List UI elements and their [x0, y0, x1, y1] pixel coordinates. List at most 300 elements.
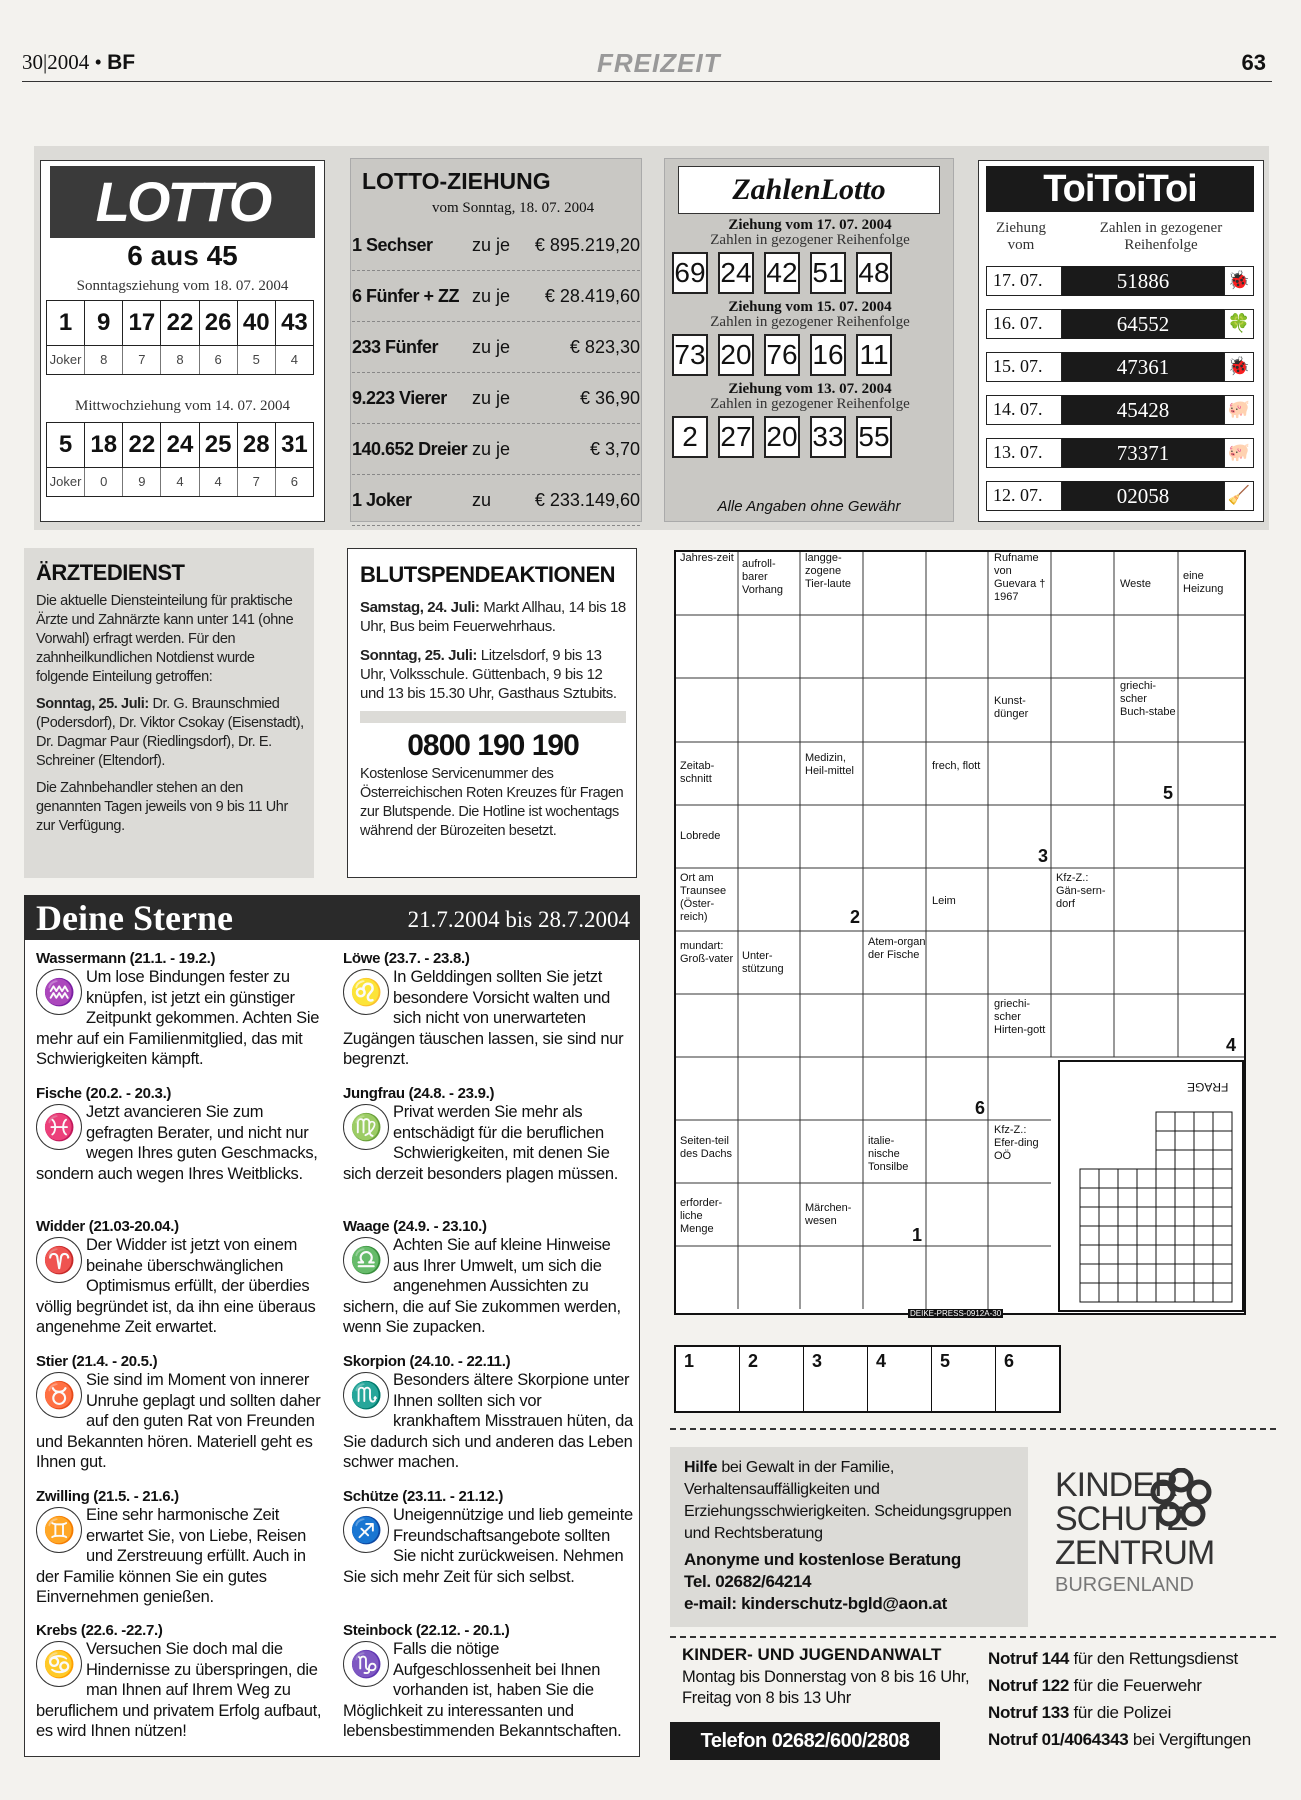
- ziehung-cell: zu je: [472, 234, 511, 255]
- anwalt-phone[interactable]: Telefon 02682/600/2808: [670, 1722, 940, 1760]
- crossword-clue: Kfz-Z.: Efer-ding OÖ: [994, 1124, 1039, 1162]
- solution-box[interactable]: 3: [804, 1347, 868, 1411]
- lotto-number: 9: [85, 301, 123, 345]
- toi-number: 02058: [1062, 481, 1224, 511]
- solution-cell: [1137, 1264, 1156, 1283]
- zodiac-sign: [343, 1353, 633, 1473]
- solution-cell: [1175, 1169, 1194, 1188]
- zodiac-icon: ♌: [343, 969, 389, 1015]
- notruf-number[interactable]: Notruf 122: [988, 1676, 1070, 1695]
- solution-cell: [1099, 1207, 1118, 1226]
- lotto-number: 43: [281, 309, 308, 336]
- joker-label: Joker: [47, 468, 85, 496]
- zodiac-sign: [36, 1488, 326, 1608]
- solution-cell: [1156, 1169, 1175, 1188]
- zodiac-sign: [343, 1218, 633, 1338]
- toi-row: [986, 352, 1254, 382]
- solution-cell: [1118, 1207, 1137, 1226]
- solution-cell: [1080, 1264, 1099, 1283]
- solution-box[interactable]: 5: [932, 1347, 996, 1411]
- solution-cell: [1194, 1226, 1213, 1245]
- zl-number: 20: [764, 416, 800, 458]
- lotto-number: 40: [238, 301, 276, 345]
- zodiac-title: Skorpion (24.10. - 22.11.): [343, 1353, 511, 1370]
- ziehung-cell: zu je: [472, 438, 511, 459]
- aerzte-p2: Sonntag, 25. Juli: Dr. G. Braunschmied (Podersdorf), Dr. Viktor Csokay (Eisenstadt), Dr. Dagmar Paur (Riedlingsdorf), Dr. E. Schreiner (Eltendorf).: [36, 696, 304, 769]
- lotto-number: 18: [85, 423, 123, 467]
- zodiac-body: Uneigennützige und lieb gemeinte Freundschaftsangebote sollten Sie nicht zurückweisen. Nehmen Sie sich mehr Zeit für sich selbst.: [343, 1506, 633, 1586]
- anwalt-text: Montag bis Donnerstag von 8 bis 16 Uhr, Freitag von 8 bis 13 Uhr: [682, 1668, 970, 1707]
- ziehung-date: vom Sonntag, 18. 07. 2004: [432, 200, 595, 216]
- zodiac-sign: [343, 950, 633, 1070]
- crossword-clue: griechi-scher Hirten-gott: [994, 998, 1046, 1036]
- ziehung-cell: zu: [472, 489, 492, 510]
- solution-cell: [1213, 1112, 1232, 1131]
- lotto-number: 5: [47, 423, 85, 467]
- blut-title: BLUTSPENDEAKTIONEN: [360, 562, 616, 587]
- crossword-number: 4: [1226, 1035, 1237, 1055]
- kinderschutz-logo: [1055, 1468, 1275, 1597]
- solution-cell: [1213, 1131, 1232, 1150]
- blut-divider: [360, 711, 626, 723]
- ks-l1: KINDER: [1055, 1466, 1178, 1504]
- zl-number: 2: [672, 416, 708, 458]
- aerzte-content: [36, 560, 306, 836]
- crossword-clue: Lobrede: [680, 830, 721, 842]
- zodiac-body: Achten Sie auf kleine Hinweise aus Ihrer Umwelt, um sich die angenehmen Aussichten zu sichern, die auf Sie zukommen werden, wenn Sie zupacken.: [343, 1236, 621, 1336]
- crossword-solution-grid: [1058, 1060, 1244, 1312]
- lotto-number: 1: [47, 301, 85, 345]
- zodiac-icon: ♋: [36, 1641, 82, 1687]
- zl-number: 11: [856, 334, 892, 376]
- zodiac-icon: ♓: [36, 1104, 82, 1150]
- joker-digit: 7: [238, 468, 276, 496]
- solution-cell: [1080, 1245, 1099, 1264]
- solution-cell: [1175, 1245, 1194, 1264]
- zodiac-text: [36, 1370, 326, 1473]
- zodiac-body: Besonders ältere Skorpione unter Ihnen sollten sich vor krankhaftem Misstrauen hüten, da Sie dadurch sich und anderen das Leben schwer machen.: [343, 1371, 633, 1471]
- lotto-subtitle: 6 aus 45: [127, 240, 238, 271]
- crossword-clue: Jahres-zeit: [680, 552, 734, 564]
- zodiac-body: Falls die nötige Aufgeschlossenheit bei Ihnen vorhanden ist, haben Sie die Möglichkeit zu interessanten und lebensbestimmenden Bekanntschaften.: [343, 1640, 622, 1740]
- solution-cell: [1156, 1207, 1175, 1226]
- solution-cell: [1080, 1169, 1099, 1188]
- sterne-title: Deine Sterne: [36, 898, 233, 938]
- ziehung-row: [352, 220, 640, 271]
- notruf-desc: für die Polizei: [1069, 1703, 1172, 1722]
- notruf-number[interactable]: Notruf 144: [988, 1649, 1070, 1668]
- zodiac-body: Um lose Bindungen fester zu knüpfen, ist jetzt ein günstiger Zeitpunkt gekommen. Achten Sie mehr auf ein Familienmitglied, das mit Schwierigkeiten kämpft.: [36, 968, 320, 1068]
- joker-digit: 4: [290, 352, 299, 367]
- ziehung-cell: 140.652 Dreier: [352, 438, 468, 459]
- zodiac-body: Jetzt avancieren Sie zum gefragten Berater, und nicht nur wegen Ihres guten Geschmacks, sondern auch wegen Ihres Weitblicks.: [36, 1103, 318, 1183]
- zodiac-icon: ♒: [36, 969, 82, 1015]
- notruf-item: [988, 1672, 1273, 1699]
- solution-cell: [1175, 1283, 1194, 1302]
- solution-cell: [1080, 1188, 1099, 1207]
- zl-number: 69: [672, 252, 708, 294]
- toi-number: 45428: [1062, 395, 1224, 425]
- zahlenlotto-draws: [672, 218, 948, 464]
- ks-l3: ZENTRUM: [1055, 1534, 1215, 1572]
- notruf-item: [988, 1645, 1273, 1672]
- ziehung-cell: € 36,90: [579, 387, 640, 408]
- solution-cell: [1099, 1188, 1118, 1207]
- solution-cell: [1118, 1245, 1137, 1264]
- zahlenlotto-note: Alle Angaben ohne Gewähr: [717, 498, 901, 515]
- zl-number: 73: [672, 334, 708, 376]
- solution-cell: [1137, 1207, 1156, 1226]
- solution-cell: [1194, 1207, 1213, 1226]
- joker-digit: 8: [85, 346, 123, 374]
- zodiac-body: Der Widder ist jetzt von einem beinahe überschwänglichen Optimismus erfüllt, der überdies völlig begründet ist, da ihn eine überaus angenehme Zeit erwartet.: [36, 1236, 316, 1336]
- solution-cell: [1213, 1264, 1232, 1283]
- ziehung-cell: 1 Sechser: [352, 234, 433, 255]
- solution-label: FRAGE: [1186, 1080, 1228, 1094]
- joker-digit: 6: [290, 474, 299, 489]
- zl-number: 24: [718, 252, 754, 294]
- zl-title: Ziehung vom 13. 07. 2004: [728, 381, 892, 397]
- zodiac-title: Schütze (23.11. - 21.12.): [343, 1488, 504, 1505]
- crossword-clue: griechi-scher Buch-stabe: [1120, 680, 1176, 718]
- zodiac-title: Waage (24.9. - 23.10.): [343, 1218, 487, 1235]
- solution-cell: [1175, 1112, 1194, 1131]
- sunday-label: Sonntagsziehung vom 18. 07. 2004: [76, 278, 289, 294]
- joker-digit: 5: [238, 346, 276, 374]
- toi-symbol-icon: 🐞: [1224, 352, 1254, 382]
- issue-label: 30|2004 • BF: [22, 50, 136, 74]
- blut-p2: Sonntag, 25. Juli: Litzelsdorf, 9 bis 13 Uhr, Volksschule. Güttenbach, 9 bis 12 und 13 bis 15.30 Uhr, Gasthaus Sztubits.: [360, 647, 617, 702]
- dash-2: [670, 1636, 1276, 1638]
- zodiac-text: [343, 1102, 633, 1184]
- zodiac-sign: [343, 1488, 633, 1587]
- zodiac-icon: ♑: [343, 1641, 389, 1687]
- zodiac-icon: ♉: [36, 1372, 82, 1418]
- aerzte-p1: Die aktuelle Diensteinteilung für praktische Ärzte und Zahnärzte kann unter 141 (ohne Vorwahl) erfragt werden. Für den zahnheilkundlichen Notdienst wurde folgende Einteilung getroffen:: [36, 593, 294, 685]
- ziehung-title: LOTTO-ZIEHUNG: [362, 168, 551, 194]
- sunday-joker: [46, 346, 314, 375]
- solution-cell: [1213, 1226, 1232, 1245]
- zl-number: 20: [718, 334, 754, 376]
- solution-cell: [1118, 1169, 1137, 1188]
- toi-number: 73371: [1062, 438, 1224, 468]
- zl-sub: Zahlen in gezogener Reihenfolge: [710, 314, 910, 330]
- solution-box[interactable]: 6: [1004, 1351, 1015, 1371]
- solution-cell: [1099, 1264, 1118, 1283]
- toi-number: 51886: [1062, 266, 1224, 296]
- crossword-clue: Rufname von Guevara † 1967: [994, 552, 1046, 603]
- zodiac-sign: [36, 1085, 326, 1184]
- toi-symbol-icon: 🐖: [1224, 395, 1254, 425]
- zl-number: 27: [718, 416, 754, 458]
- solution-cell: [1099, 1245, 1118, 1264]
- crossword-clue: Kfz-Z.: Gän-sern-dorf: [1056, 872, 1106, 910]
- toi-date: 16. 07.: [986, 309, 1062, 339]
- ziehung-cell: 233 Fünfer: [352, 336, 439, 357]
- ziehung-cell: zu je: [472, 387, 511, 408]
- zodiac-text: [36, 967, 326, 1070]
- solution-box[interactable]: 4: [868, 1347, 932, 1411]
- lotto-number: 24: [161, 423, 199, 467]
- flower-icon: [1149, 1468, 1213, 1532]
- help-email[interactable]: e-mail: kinderschutz-bgld@aon.at: [684, 1594, 947, 1613]
- toi-rows: [986, 266, 1254, 524]
- solution-cell: [1175, 1207, 1194, 1226]
- toi-date: 13. 07.: [986, 438, 1062, 468]
- zodiac-sign: [343, 1085, 633, 1184]
- crossword-clue: aufroll-barer Vorhang: [742, 558, 783, 596]
- ziehung-cell: zu je: [472, 285, 511, 306]
- help-text: Hilfe bei Gewalt in der Familie, Verhaltensauffälligkeiten und Erziehungsschwierigkeiten. Scheidungsgruppen und Rechtsberatung: [684, 1459, 1012, 1542]
- joker-label: Joker: [47, 346, 85, 374]
- solution-boxes[interactable]: [674, 1345, 1061, 1413]
- anwalt-box: [682, 1645, 982, 1709]
- toi-row: [986, 266, 1254, 296]
- solution-cell: [1194, 1169, 1213, 1188]
- page-header: [22, 40, 1272, 82]
- ziehung-cell: 1 Joker: [352, 489, 412, 510]
- crossword-number: 3: [1038, 846, 1049, 866]
- joker-digit: 4: [161, 468, 199, 496]
- crossword-clue: Weste: [1120, 578, 1151, 590]
- zodiac-title: Widder (21.03-20.04.): [36, 1218, 179, 1235]
- solution-cell: [1099, 1283, 1118, 1302]
- solution-cell: [1213, 1207, 1232, 1226]
- zl-sub: Zahlen in gezogener Reihenfolge: [710, 396, 910, 412]
- zodiac-text: [343, 1235, 633, 1338]
- zl-draw: [672, 300, 948, 376]
- solution-cell: [1213, 1283, 1232, 1302]
- toi-row: [986, 395, 1254, 425]
- crossword-clue: Kunst-dünger: [994, 695, 1029, 720]
- zodiac-title: Jungfrau (24.8. - 23.9.): [343, 1085, 495, 1102]
- sterne-range: 21.7.2004 bis 28.7.2004: [407, 907, 630, 932]
- ziehung-row: [352, 373, 640, 424]
- crossword-number: 1: [912, 1225, 923, 1245]
- toi-row: [986, 309, 1254, 339]
- crossword-clue: erforder-liche Menge: [680, 1197, 723, 1235]
- joker-digit: 6: [200, 346, 238, 374]
- toi-logo: ToiToiToi: [986, 166, 1254, 212]
- ziehung-cell: € 3,70: [589, 438, 640, 459]
- toi-date: 12. 07.: [986, 481, 1062, 511]
- zl-title: Ziehung vom 15. 07. 2004: [728, 299, 892, 315]
- solution-cell: [1194, 1112, 1213, 1131]
- joker-digit: 7: [123, 346, 161, 374]
- zl-number: 55: [856, 416, 892, 458]
- solution-cell: [1118, 1188, 1137, 1207]
- sterne-header: [24, 895, 640, 940]
- solution-cell: [1194, 1283, 1213, 1302]
- notruf-item: [988, 1699, 1273, 1726]
- solution-cell: [1156, 1245, 1175, 1264]
- zl-number: 33: [810, 416, 846, 458]
- notruf-desc: bei Vergiftungen: [1128, 1730, 1251, 1749]
- toi-symbol-icon: 🍀: [1224, 309, 1254, 339]
- solution-cell: [1213, 1169, 1232, 1188]
- ks-l2: SCHUTZ: [1055, 1500, 1187, 1538]
- zodiac-body: Versuchen Sie doch mal die Hindernisse zu überspringen, die man Ihnen auf Ihrem Weg zu beruflichem und privatem Erfolg aufbaut, es wird Ihnen nützen!: [36, 1640, 322, 1740]
- ziehung-cell: € 28.419,60: [544, 285, 640, 306]
- ziehung-cell: € 895.219,20: [534, 234, 640, 255]
- zl-draw: [672, 218, 948, 294]
- zodiac-icon: ♍: [343, 1104, 389, 1150]
- crossword-number: 2: [850, 907, 861, 927]
- solution-cell: [1156, 1150, 1175, 1169]
- zodiac-text: [343, 1370, 633, 1473]
- zl-draw: [672, 382, 948, 458]
- notruf-number[interactable]: Notruf 01/4064343: [988, 1730, 1129, 1749]
- solution-box[interactable]: 1: [676, 1347, 740, 1411]
- wed-numbers: [46, 422, 314, 468]
- solution-cell: [1137, 1169, 1156, 1188]
- crossword-clue: Märchen-wesen: [805, 1202, 852, 1227]
- crossword-clue: Leim: [932, 895, 956, 907]
- crossword-credit: DEIKE-PRESS-0912A-30: [910, 1309, 1002, 1318]
- crossword-clue: Ort am Traunsee (Öster-reich): [680, 872, 727, 923]
- toi-number: 47361: [1062, 352, 1224, 382]
- solution-cell: [1194, 1150, 1213, 1169]
- solution-cell: [1175, 1188, 1194, 1207]
- joker-digit: 9: [123, 468, 161, 496]
- zl-numbers: [672, 416, 948, 458]
- ziehung-cell: € 823,30: [569, 336, 640, 357]
- wed-label: Mittwochziehung vom 14. 07. 2004: [75, 398, 290, 414]
- solution-cell: [1137, 1188, 1156, 1207]
- toi-symbol-icon: 🧹: [1224, 481, 1254, 511]
- zodiac-text: [36, 1235, 326, 1338]
- solution-cell: [1175, 1131, 1194, 1150]
- zodiac-icon: ♈: [36, 1237, 82, 1283]
- solution-cell: [1156, 1112, 1175, 1131]
- toi-date: 17. 07.: [986, 266, 1062, 296]
- zodiac-title: Zwilling (21.5. - 21.6.): [36, 1488, 179, 1505]
- zl-number: 51: [810, 252, 846, 294]
- zodiac-sign: [343, 1622, 633, 1742]
- lotto-number: 17: [123, 301, 161, 345]
- lotto-number: 22: [123, 423, 161, 467]
- zl-number: 42: [764, 252, 800, 294]
- solution-cell: [1194, 1131, 1213, 1150]
- toi-row: [986, 481, 1254, 511]
- crossword-clue: eine Heizung: [1183, 570, 1224, 595]
- joker-digit: 4: [200, 468, 238, 496]
- ziehung-cell: 6 Fünfer + ZZ: [352, 285, 460, 306]
- solution-cell: [1080, 1226, 1099, 1245]
- solution-cell: [1194, 1264, 1213, 1283]
- ziehung-row: [352, 271, 640, 322]
- solution-cell: [1137, 1226, 1156, 1245]
- solution-cell: [1137, 1283, 1156, 1302]
- wed-joker: [46, 468, 314, 497]
- zodiac-title: Wassermann (21.1. - 19.2.): [36, 950, 216, 967]
- zl-numbers: [672, 252, 948, 294]
- ziehung-cell: zu je: [472, 336, 511, 357]
- crossword-clue: Unter-stützung: [742, 950, 784, 975]
- zodiac-title: Stier (21.4. - 20.5.): [36, 1353, 158, 1370]
- crossword-number: 5: [1163, 783, 1174, 803]
- solution-cell: [1175, 1264, 1194, 1283]
- zodiac-body: Sie sind im Moment von innerer Unruhe geplagt und sollten daher auf den guten Rat von Freunden und Bekannten hören. Materiell geht es Ihnen gut.: [36, 1371, 321, 1471]
- solution-cell: [1156, 1226, 1175, 1245]
- ziehung-row: [352, 424, 640, 475]
- zodiac-icon: ♏: [343, 1372, 389, 1418]
- solution-cell: [1175, 1150, 1194, 1169]
- zodiac-sign: [36, 1622, 326, 1742]
- blut-p3: Kostenlose Servicenummer des Österreichischen Roten Kreuzes für Fragen zur Blutspende. Die Hotline ist wochentags während der Bürozeiten besetzt.: [360, 766, 624, 839]
- toi-number: 64552: [1062, 309, 1224, 339]
- aerzte-title: ÄRZTEDIENST: [36, 560, 185, 585]
- toi-symbol-icon: 🐞: [1224, 266, 1254, 296]
- zodiac-sign: [36, 1218, 326, 1338]
- zodiac-icon: ♊: [36, 1507, 82, 1553]
- zl-sub: Zahlen in gezogener Reihenfolge: [710, 232, 910, 248]
- toi-symbol-icon: 🐖: [1224, 438, 1254, 468]
- zahlenlotto-logo: ZahlenLotto: [678, 166, 940, 214]
- notruf-desc: für den Rettungsdienst: [1069, 1649, 1238, 1668]
- zl-number: 76: [764, 334, 800, 376]
- solution-cell: [1118, 1283, 1137, 1302]
- page-number: 63: [1241, 50, 1266, 75]
- zl-number: 48: [856, 252, 892, 294]
- lotto-number: 26: [200, 301, 238, 345]
- notruf-list: [988, 1645, 1273, 1753]
- aerzte-p3: Die Zahnbehandler stehen an den genannten Tagen jeweils von 9 bis 11 Uhr zur Verfügung.: [36, 780, 288, 834]
- zodiac-title: Löwe (23.7. - 23.8.): [343, 950, 470, 967]
- toi-date: 14. 07.: [986, 395, 1062, 425]
- solution-cell: [1194, 1245, 1213, 1264]
- ziehung-row: [352, 475, 640, 526]
- blut-phone[interactable]: 0800 190 190: [407, 729, 579, 762]
- lotto-number: 25: [200, 423, 238, 467]
- solution-cell: [1213, 1150, 1232, 1169]
- zodiac-sign: [36, 950, 326, 1070]
- zodiac-title: Krebs (22.6. -22.7.): [36, 1622, 163, 1639]
- zodiac-text: [343, 1639, 633, 1742]
- solution-box[interactable]: 2: [740, 1347, 804, 1411]
- solution-cell: [1099, 1226, 1118, 1245]
- zodiac-icon: ♐: [343, 1507, 389, 1553]
- help-tel[interactable]: Tel. 02682/64214: [684, 1572, 812, 1591]
- sunday-numbers: [46, 300, 314, 346]
- ziehung-cell: 9.223 Vierer: [352, 387, 447, 408]
- solution-cell: [1213, 1245, 1232, 1264]
- dash-1: [670, 1428, 1276, 1430]
- solution-cell: [1099, 1169, 1118, 1188]
- zodiac-body: Eine sehr harmonische Zeit erwartet Sie, von Liebe, Reisen und Zerstreuung erfüllt. Auch in der Familie können Sie ein gutes Einvernehmen genießen.: [36, 1506, 306, 1606]
- zl-number: 16: [810, 334, 846, 376]
- solution-cell: [1213, 1188, 1232, 1207]
- ziehung-table: [352, 220, 640, 526]
- toi-col1: Ziehung vom: [996, 220, 1046, 253]
- crossword-clue: Atem-organ der Fische: [868, 936, 926, 961]
- joker-digit: 8: [161, 346, 199, 374]
- crossword-clue: mundart: Groß-vater: [680, 940, 734, 965]
- crossword-number: 6: [975, 1098, 986, 1118]
- toi-row: [986, 438, 1254, 468]
- solution-cell: [1156, 1283, 1175, 1302]
- notruf-number[interactable]: Notruf 133: [988, 1703, 1070, 1722]
- solution-cell: [1080, 1207, 1099, 1226]
- lotto-number: 28: [238, 423, 276, 467]
- crossword-clue: Seiten-teil des Dachs: [680, 1135, 732, 1160]
- ziehung-cell: € 233.149,60: [534, 489, 640, 510]
- solution-cell: [1118, 1264, 1137, 1283]
- solution-cell: [1156, 1131, 1175, 1150]
- blut-p1: Samstag, 24. Juli: Markt Allhau, 14 bis 18 Uhr, Bus beim Feuerwehrhaus.: [360, 599, 626, 635]
- notruf-desc: für die Feuerwehr: [1069, 1676, 1202, 1695]
- zodiac-body: Privat werden Sie mehr als entschädigt für die beruflichen Schwierigkeiten, mit denen Sie sich derzeit besonders plagen müssen.: [343, 1103, 619, 1183]
